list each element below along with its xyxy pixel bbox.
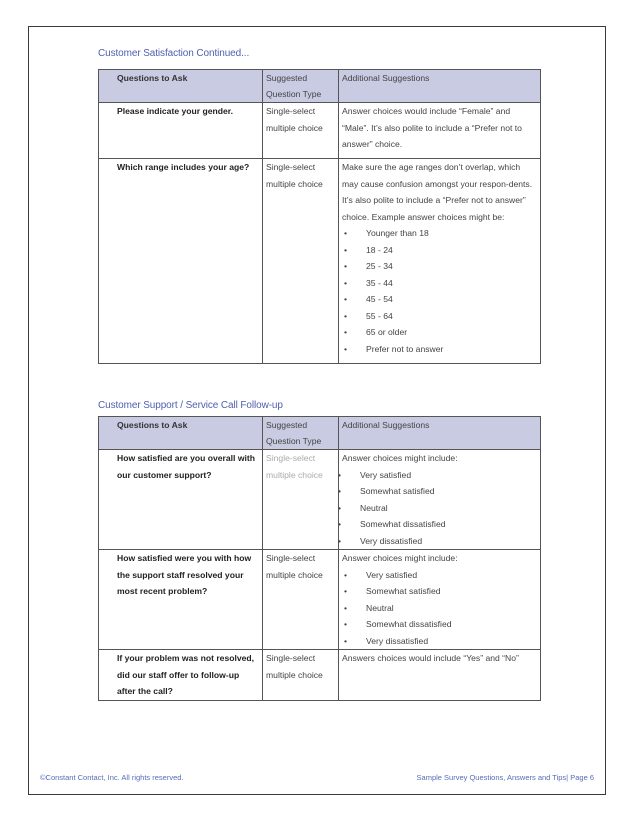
table-row [99, 103, 541, 159]
list-item: • Very satisfied [342, 567, 536, 584]
section-title-support-follow-up: Customer Support / Service Call Follow-up [98, 400, 283, 411]
list-item: • 18 - 24 [342, 242, 536, 259]
suggestion-text: Make sure the age ranges don’t overlap, which may cause confusion amongst your respon-dents. It’s also polite to include a “Prefer not to answer” choice. Example answer choices might be: [342, 162, 533, 222]
list-item: • 65 or older [342, 324, 536, 341]
suggestion-text: Answer choices might include: [342, 453, 458, 463]
list-item: • Neutral [336, 500, 536, 517]
suggestion-text: Answer choices might include: [342, 553, 458, 563]
header-question-type: Suggested Question Type [263, 417, 339, 450]
type-cell: Single-select multiple choice [263, 550, 339, 650]
table-row [99, 450, 541, 550]
list-item: • Somewhat dissatisfied [342, 616, 536, 633]
suggestion-cell: Answer choices would include “Female” and “Male”. It’s also polite to include a “Prefer not to answer” choice. [339, 103, 541, 159]
list-item: • Somewhat satisfied [342, 583, 536, 600]
question-cell: Which range includes your age? [99, 159, 263, 364]
header-questions: Questions to Ask [99, 417, 263, 450]
question-cell: How satisfied are you overall with our customer support? [99, 450, 263, 550]
list-item: • Somewhat satisfied [336, 483, 536, 500]
table-header-row [99, 417, 541, 450]
list-item: • 45 - 54 [342, 291, 536, 308]
list-item: • 55 - 64 [342, 308, 536, 325]
suggestion-cell [339, 550, 541, 650]
copyright-footer: ©Constant Contact, Inc. All rights reserved. [40, 773, 184, 782]
type-cell: Single-select multiple choice [263, 650, 339, 701]
type-cell: Single-select multiple choice [263, 450, 339, 550]
satisfaction-questions-table [98, 69, 541, 364]
list-item: • 35 - 44 [342, 275, 536, 292]
header-question-type: Suggested Question Type [263, 70, 339, 103]
support-questions-table [98, 416, 541, 701]
age-range-list [342, 225, 536, 357]
table-header-row [99, 70, 541, 103]
header-questions: Questions to Ask [99, 70, 263, 103]
section-title-satisfaction-continued: Customer Satisfaction Continued... [98, 48, 250, 59]
page-footer: Sample Survey Questions, Answers and Tips| Page 6 [416, 773, 594, 782]
type-cell: Single-select multiple choice [263, 103, 339, 159]
list-item: • 25 - 34 [342, 258, 536, 275]
table-row [99, 550, 541, 650]
list-item: • Very satisfied [336, 467, 536, 484]
list-item: • Prefer not to answer [342, 341, 536, 358]
suggestion-cell: Answers choices would include “Yes” and “No” [339, 650, 541, 701]
header-suggestions: Additional Suggestions [339, 70, 541, 103]
answer-choice-list [342, 567, 536, 650]
table-row [99, 650, 541, 701]
question-cell: How satisfied were you with how the support staff resolved your most recent problem? [99, 550, 263, 650]
question-cell: If your problem was not resolved, did our staff offer to follow-up after the call? [99, 650, 263, 701]
list-item: • Very dissatisfied [336, 533, 536, 550]
answer-choice-list [336, 467, 536, 550]
list-item: • Somewhat dissatisfied [336, 516, 536, 533]
list-item: • Very dissatisfied [342, 633, 536, 650]
list-item: • Neutral [342, 600, 536, 617]
table-row [99, 159, 541, 364]
header-suggestions: Additional Suggestions [339, 417, 541, 450]
suggestion-cell [339, 159, 541, 364]
suggestion-cell [339, 450, 541, 550]
question-cell: Please indicate your gender. [99, 103, 263, 159]
list-item: • Younger than 18 [342, 225, 536, 242]
type-cell: Single-select multiple choice [263, 159, 339, 364]
